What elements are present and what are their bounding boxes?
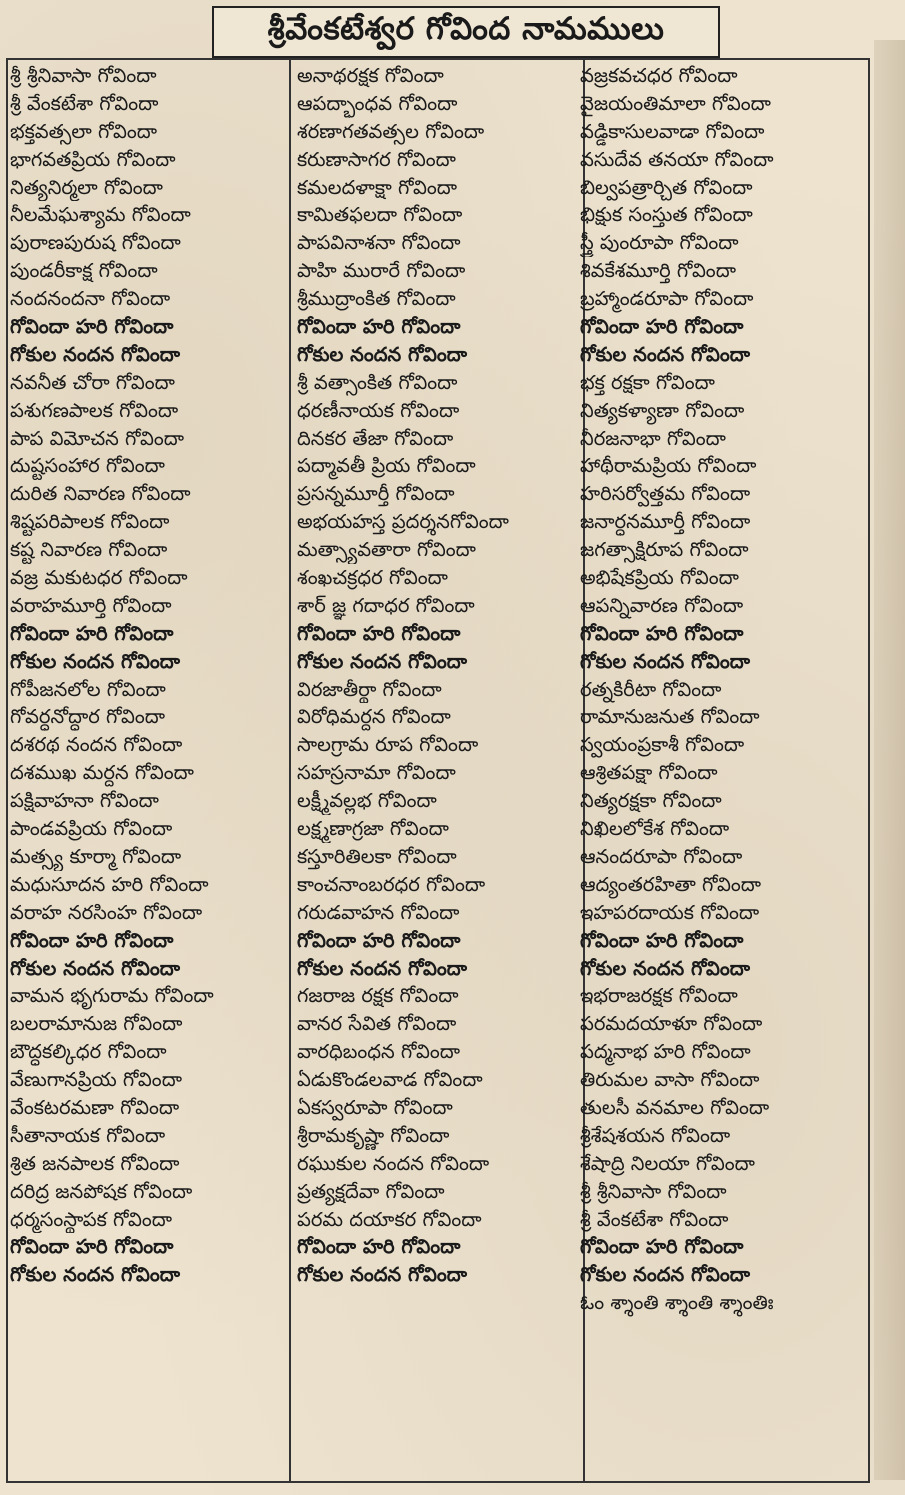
name-line: గోవిందా హరి గోవిందా [297,315,461,339]
name-line: స్త్రీ పుంరూపా గోవిందా [580,231,739,255]
name-line: రత్నకిరీటా గోవిందా [580,677,722,701]
name-line: విరోధిమర్దన గోవిందా [297,705,451,729]
name-line: దుష్టసంహార గోవిందా [10,454,165,478]
name-line: ఏకస్వరూపా గోవిందా [297,1095,453,1119]
name-line: గోపీజనలోల గోవిందా [10,677,166,701]
name-line: దురిత నివారణ గోవిందా [10,482,191,506]
name-line: ప్రత్యక్షదేవా గోవిందా [297,1179,445,1203]
name-line: గోకుల నందన గోవిందా [580,342,751,366]
name-line: వేణుగానప్రియ గోవిందా [10,1068,182,1092]
name-line: గజరాజ రక్షక గోవిందా [297,984,459,1008]
name-line: భిక్షుక సంస్తుత గోవిందా [580,203,753,227]
name-line: అనాథరక్షక గోవిందా [297,64,444,87]
name-line: పాప విమోచన గోవిందా [10,426,185,450]
name-line: ఇహపరదాయక గోవిందా [580,900,760,924]
name-line: ఆపద్భాంధవ గోవిందా [297,91,458,115]
title-box [212,6,720,58]
name-line: వామన భృగురామ గోవిందా [10,984,214,1008]
name-line: పురాణపురుష గోవిందా [10,231,181,255]
column-3 [580,62,868,1317]
name-line: పద్మనాభ హరి గోవిందా [580,1040,751,1064]
name-line: భక్తవత్సలా గోవిందా [10,119,158,143]
name-line: గోవిందా హరి గోవిందా [297,621,461,645]
column-1 [10,62,288,1289]
name-line: స్వయంప్రకాశీ గోవిందా [580,733,745,757]
name-line: జనార్ధనమూర్తీ గోవిందా [580,510,751,534]
column-divider [289,60,291,1481]
name-line: సాలగ్రామ రూప గోవిందా [297,733,479,757]
name-line: గోకుల నందన గోవిందా [10,342,181,366]
name-line: పాపవినాశనా గోవిందా [297,231,461,255]
column-2 [297,62,582,1289]
name-line: గోవిందా హరి గోవిందా [580,315,744,339]
name-line: ఓం శ్శాంతి శ్శాంతి శ్శాంతిః [580,1291,774,1315]
name-line: అభిషేకప్రియ గోవిందా [580,566,739,590]
name-line: గోవిందా హరి గోవిందా [297,928,461,952]
name-line: గోకుల నందన గోవిందా [297,342,468,366]
name-line: మత్స్య కూర్మా గోవిందా [10,844,182,868]
name-line: నందనందనా గోవిందా [10,287,171,311]
name-line: హరిసర్వోత్తమ గోవిందా [580,482,751,506]
name-line: కామితఫలదా గోవిందా [297,203,463,227]
name-line: ప్రసన్నమూర్తీ గోవిందా [297,482,455,506]
name-line: నీలమేఘశ్యామ గోవిందా [10,203,191,227]
name-line: కాంచనాంబరధర గోవిందా [297,872,486,896]
name-line: దరిద్ర జనపోషక గోవిందా [10,1179,193,1203]
name-line: వరాహమూర్తి గోవిందా [10,593,172,617]
name-line: గోకుల నందన గోవిందా [10,649,181,673]
name-line: శ్రీ శ్రీనివాసా గోవిందా [10,64,157,87]
name-line: వారధిబంధన గోవిందా [297,1040,460,1064]
name-line: పశుగణపాలక గోవిందా [10,398,179,422]
name-line: రామానుజనుత గోవిందా [580,705,760,729]
name-line: శేషాద్రి నిలయా గోవిందా [580,1151,755,1175]
name-line: గోకుల నందన గోవిందా [297,1263,468,1287]
name-line: భాగవతప్రియ గోవిందా [10,147,176,171]
page-title: శ్రీవేంకటేశ్వర గోవింద నామములు [267,10,665,47]
name-line: శార్ జ్ఞ గదాధర గోవిందా [297,593,475,617]
name-line: పుండరీకాక్ష గోవిందా [10,259,158,283]
name-line: బలరామానుజ గోవిందా [10,1012,183,1036]
name-line: శ్రీ వేంకటేశా గోవిందా [10,91,159,115]
name-line: ఆపన్నివారణ గోవిందా [580,593,744,617]
name-line: పరమదయాళూ గోవిందా [580,1012,763,1036]
name-line: గోవిందా హరి గోవిందా [10,315,174,339]
name-line: గోకుల నందన గోవిందా [297,649,468,673]
name-line: దశరథ నందన గోవిందా [10,733,183,757]
name-line: వైజయంతిమాలా గోవిందా [580,91,771,115]
name-line: గోవిందా హరి గోవిందా [10,1235,174,1259]
name-line: సహస్రనామా గోవిందా [297,761,456,785]
name-line: శ్రీ వేంకటేశా గోవిందా [580,1207,729,1231]
name-line: ఆశ్రితపక్షా గోవిందా [580,761,718,785]
name-line: శిష్టపరిపాలక గోవిందా [10,510,170,534]
name-line: ఆద్యంతరహితా గోవిందా [580,872,762,896]
name-line: వజ్ర మకుటధర గోవిందా [10,566,188,590]
name-line: పాహి మురారే గోవిందా [297,259,466,283]
name-line: శరణాగతవత్సల గోవిందా [297,119,485,143]
name-line: తిరుమల వాసా గోవిందా [580,1068,760,1092]
name-line: ధర్మసంస్థాపక గోవిందా [10,1207,173,1231]
name-line: పద్మావతీ ప్రియ గోవిందా [297,454,476,478]
name-line: విరజాతీర్థా గోవిందా [297,677,442,701]
name-line: లక్ష్మీవల్లభ గోవిందా [297,789,437,813]
name-line: అభయహస్త ప్రదర్శనగోవిందా [297,510,509,534]
name-line: భక్త రక్షకా గోవిందా [580,370,715,394]
name-line: గోవర్ధనోద్ధార గోవిందా [10,705,166,729]
name-line: శ్రీశేషశయన గోవిందా [580,1123,731,1147]
page-edge [874,40,905,1480]
name-line: మత్స్యావతారా గోవిందా [297,538,476,562]
name-line: పాండవప్రియ గోవిందా [10,817,173,841]
name-line: ఇభరాజరక్షక గోవిందా [580,984,738,1008]
name-line: శంఖచక్రధర గోవిందా [297,566,448,590]
name-line: శ్రీ శ్రీనివాసా గోవిందా [580,1179,727,1203]
name-line: కమలదళాక్షా గోవిందా [297,175,458,199]
name-line: గోకుల నందన గోవిందా [10,1263,181,1287]
name-line: ధరణీనాయక గోవిందా [297,398,460,422]
name-line: శ్రీరామకృష్ణా గోవిందా [297,1123,450,1147]
name-line: బిల్వపత్రార్చిత గోవిందా [580,175,753,199]
name-line: బ్రహ్మాండరూపా గోవిందా [580,287,754,311]
name-line: నవనీత చోరా గోవిందా [10,370,175,394]
name-line: బౌద్ధకల్కిధర గోవిందా [10,1040,167,1064]
name-line: గోకుల నందన గోవిందా [580,1263,751,1287]
name-line: నిఖిలలోకేశ గోవిందా [580,817,730,841]
name-line: దశముఖ మర్దన గోవిందా [10,761,194,785]
name-line: ఆనందరూపా గోవిందా [580,844,743,868]
name-line: వరాహ నరసింహ గోవిందా [10,900,203,924]
name-line: గోవిందా హరి గోవిందా [580,928,744,952]
name-line: గోకుల నందన గోవిందా [297,956,468,980]
name-line: శ్రీముద్రాంకిత గోవిందా [297,287,456,311]
name-line: నిత్యనిర్మలా గోవిందా [10,175,163,199]
name-line: సీతానాయక గోవిందా [10,1123,166,1147]
name-line: గోవిందా హరి గోవిందా [297,1235,461,1259]
name-line: శ్రీ వత్సాంకిత గోవిందా [297,370,458,394]
name-line: గోకుల నందన గోవిందా [580,956,751,980]
name-line: శ్రిత జనపాలక గోవిందా [10,1151,180,1175]
name-line: కష్ట నివారణ గోవిందా [10,538,168,562]
name-line: గోవిందా హరి గోవిందా [10,621,174,645]
name-line: వజ్రకవచధర గోవిందా [580,64,738,87]
name-line: శివకేశమూర్తి గోవిందా [580,259,736,283]
name-line: దినకర తేజా గోవిందా [297,426,454,450]
name-line: వడ్డికాసులవాడా గోవిందా [580,119,765,143]
name-line: వానర సేవిత గోవిందా [297,1012,457,1036]
name-line: గోవిందా హరి గోవిందా [580,621,744,645]
name-line: మధుసూదన హరి గోవిందా [10,872,209,896]
name-line: నిత్యకళ్యాణా గోవిందా [580,398,745,422]
name-line: నిత్యరక్షకా గోవిందా [580,789,722,813]
name-line: గోవిందా హరి గోవిందా [10,928,174,952]
name-line: రఘుకుల నందన గోవిందా [297,1151,490,1175]
name-line: కరుణాసాగర గోవిందా [297,147,456,171]
name-line: వేంకటరమణా గోవిందా [10,1095,180,1119]
name-line: నీరజనాభా గోవిందా [580,426,726,450]
name-line: గోవిందా హరి గోవిందా [580,1235,744,1259]
name-line: జగత్సాక్షిరూప గోవిందా [580,538,749,562]
name-line: కస్తూరితిలకా గోవిందా [297,844,457,868]
name-line: పక్షివాహనా గోవిందా [10,789,159,813]
name-line: గరుడవాహన గోవిందా [297,900,460,924]
name-line: లక్ష్మణాగ్రజా గోవిందా [297,817,449,841]
name-line: హాథీరామప్రియ గోవిందా [580,454,757,478]
name-line: ఏడుకొండలవాడ గోవిందా [297,1068,483,1092]
name-line: గోకుల నందన గోవిందా [580,649,751,673]
name-line: పరమ దయాకర గోవిందా [297,1207,482,1231]
name-line: తులసీ వనమాల గోవిందా [580,1095,770,1119]
name-line: గోకుల నందన గోవిందా [10,956,181,980]
name-line: వసుదేవ తనయా గోవిందా [580,147,774,171]
